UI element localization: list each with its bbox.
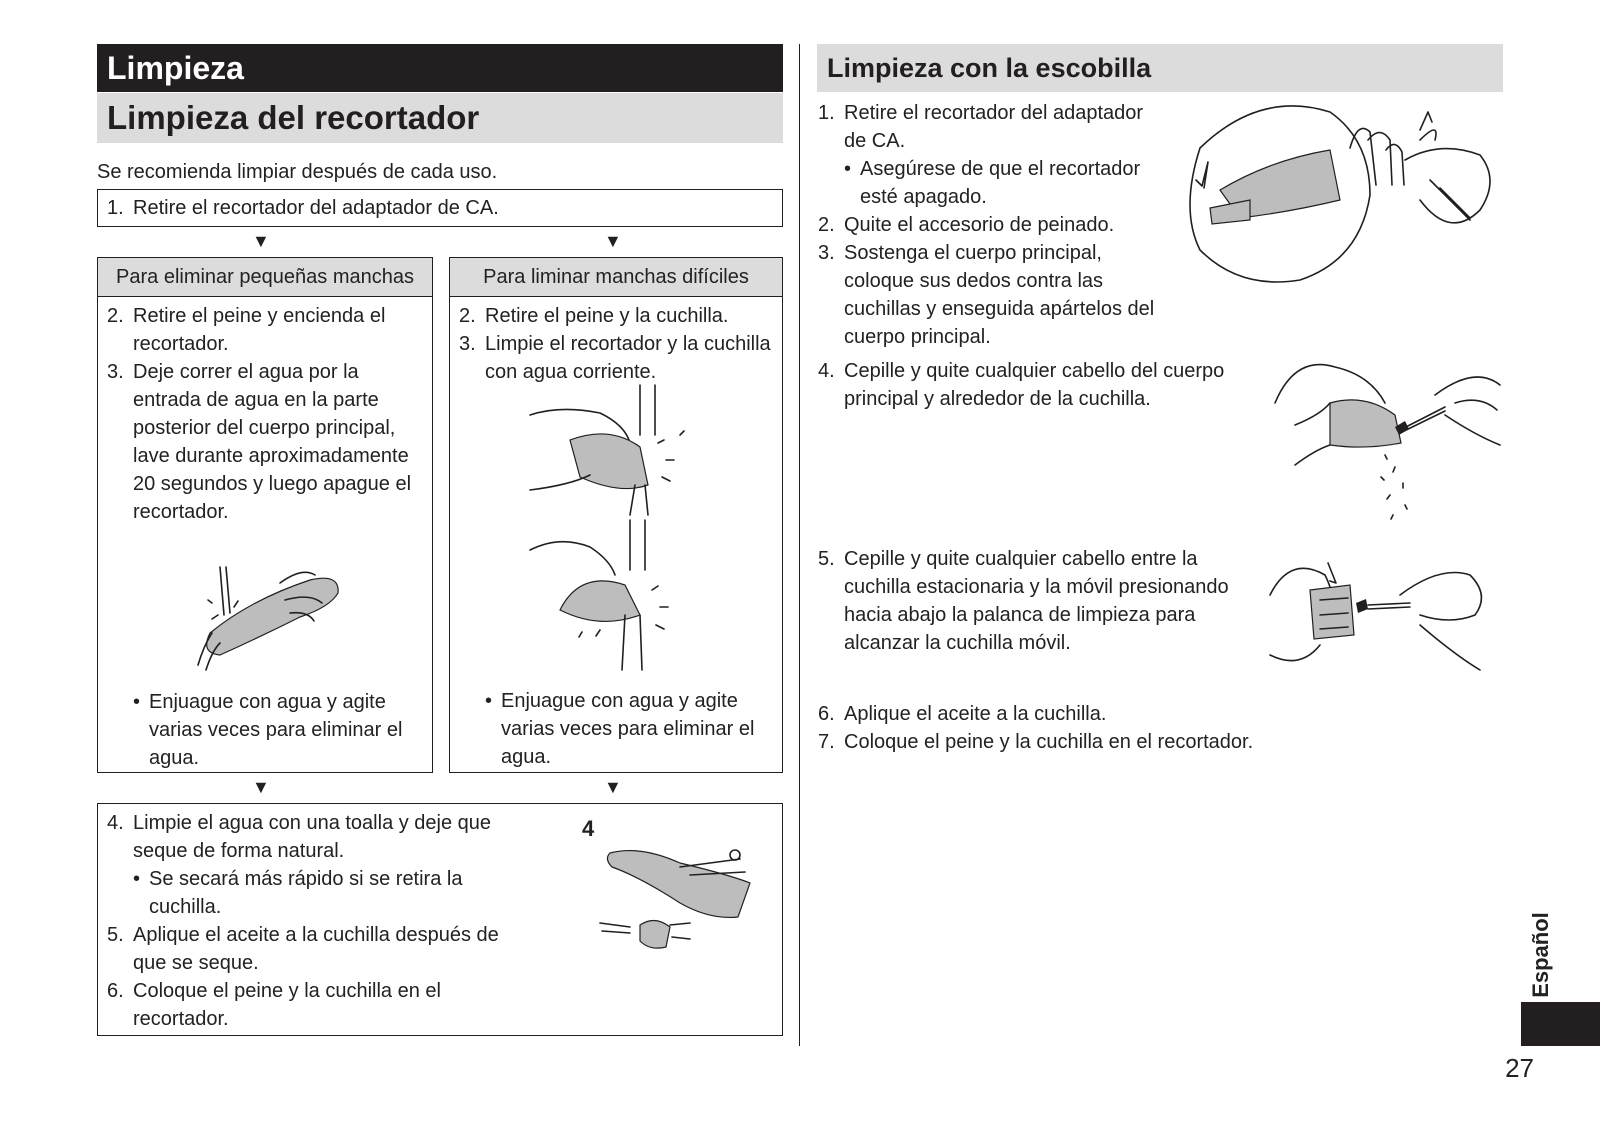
- step-item: [818, 357, 1248, 413]
- step-number: 1.: [107, 197, 124, 219]
- step-item: [818, 99, 1168, 155]
- step-item: [818, 239, 1168, 351]
- step-item: [818, 545, 1258, 657]
- bullet-text: Se secará más rápido si se retira la cuchilla.: [149, 868, 463, 918]
- section-title: Limpieza: [97, 44, 783, 92]
- step-item: [818, 700, 1318, 728]
- right-steps-group-2: [818, 700, 1318, 756]
- step-text: Cepille y quite cualquier cabello del cuerpo principal y alrededor de la cuchilla.: [844, 360, 1225, 410]
- step-text: Deje correr el agua por la entrada de agua en la parte posterior del cuerpo principal, lave durante aproximadamente 20 segundos y luego apague el recortador.: [133, 361, 412, 523]
- flow-arrow: ▼: [604, 777, 622, 797]
- illustration-brush-body-icon: [1275, 355, 1500, 530]
- right-step-5: [818, 545, 1258, 657]
- illustration-remove-blade-icon: [1180, 100, 1500, 285]
- bullet-item: [107, 865, 537, 921]
- step-text: Coloque el peine y la cuchilla en el recortador.: [844, 731, 1254, 753]
- bullet-text: Enjuague con agua y agite varias veces para eliminar el agua.: [149, 691, 403, 769]
- step-text: Retire el peine y encienda el recortador.: [133, 305, 386, 355]
- step-item: [107, 921, 537, 977]
- step-item: [459, 330, 774, 386]
- step-number: 5.: [107, 924, 124, 946]
- step-number: 2.: [459, 305, 476, 327]
- bullet-item: [818, 155, 1168, 211]
- step-item: [818, 728, 1318, 756]
- right-section-title: Limpieza con la escobilla: [817, 44, 1503, 92]
- step-number: 5.: [818, 548, 835, 570]
- small-stains-box: [97, 257, 433, 773]
- right-steps-group-1: [818, 99, 1168, 351]
- column-divider: [799, 44, 800, 1046]
- step-text: Aplique el aceite a la cuchilla.: [844, 703, 1107, 725]
- step-item: [107, 977, 537, 1033]
- step-text: Limpie el agua con una toalla y deje que seque de forma natural.: [133, 812, 492, 862]
- step-number: 3.: [107, 361, 124, 383]
- step-item: [107, 358, 424, 526]
- step-text: Cepille y quite cualquier cabello entre la cuchilla estacionaria y la móvil presionando hacia abajo la palanca de limpieza para alcanzar la cuchilla móvil.: [844, 548, 1229, 654]
- step-number: 4.: [818, 360, 835, 382]
- step-item: [818, 211, 1168, 239]
- step-number: 1.: [818, 102, 835, 124]
- step-number: 2.: [818, 214, 835, 236]
- step-text: Limpie el recortador y la cuchilla con agua corriente.: [485, 333, 771, 383]
- flow-arrow: ▼: [604, 231, 622, 251]
- language-tab-label: Español: [1528, 912, 1553, 998]
- tough-stains-header: Para liminar manchas difíciles: [450, 258, 782, 297]
- step-text: Retire el recortador del adaptador de CA.: [133, 197, 499, 219]
- flow-arrow: ▼: [252, 777, 270, 797]
- language-tab: [1521, 895, 1561, 1015]
- illustration-rinse-blade-icon: [530, 385, 700, 675]
- step-number: 3.: [459, 333, 476, 355]
- bullet-text: Enjuague con agua y agite varias veces para eliminar el agua.: [501, 690, 755, 768]
- step-number: 6.: [818, 703, 835, 725]
- subsection-title: Limpieza del recortador: [97, 93, 783, 143]
- illustration-rinse-trimmer-icon: [190, 555, 350, 675]
- small-stains-header: Para eliminar pequeñas manchas: [98, 258, 432, 297]
- step-text: Retire el recortador del adaptador de CA.: [844, 102, 1144, 152]
- bullet-dot: •: [133, 691, 141, 713]
- step1-item: [107, 194, 782, 222]
- illustration-dry-trimmer-icon: [600, 845, 765, 965]
- step-item: [107, 302, 424, 358]
- bullet-item: [459, 687, 777, 771]
- step-number: 7.: [818, 731, 835, 753]
- bullet-dot: •: [844, 158, 852, 180]
- step1-box: [97, 189, 783, 227]
- language-tab-marker: [1521, 1002, 1600, 1046]
- step-text: Aplique el aceite a la cuchilla después de que se seque.: [133, 924, 499, 974]
- bullet-dot: •: [133, 868, 141, 890]
- step-number: 6.: [107, 980, 124, 1002]
- step-text: Retire el peine y la cuchilla.: [485, 305, 729, 327]
- step-number: 2.: [107, 305, 124, 327]
- bullet-dot: •: [485, 690, 493, 712]
- step-text: Coloque el peine y la cuchilla en el recortador.: [133, 980, 441, 1030]
- illustration-brush-blade-icon: [1270, 555, 1495, 690]
- right-step-4: [818, 357, 1248, 413]
- bullet-item: [107, 688, 417, 772]
- flow-arrow: ▼: [252, 231, 270, 251]
- bullet-text: Asegúrese de que el recortador esté apagado.: [860, 158, 1141, 208]
- page-number: 27: [1505, 1053, 1534, 1083]
- step-text: Sostenga el cuerpo principal, coloque sus dedos contra las cuchillas y enseguida apártelos del cuerpo principal.: [844, 242, 1155, 348]
- intro-text: Se recomienda limpiar después de cada uso.: [97, 161, 498, 183]
- figure-label: 4: [582, 816, 595, 841]
- step-item: [459, 302, 774, 330]
- step-text: Quite el accesorio de peinado.: [844, 214, 1115, 236]
- step-number: 4.: [107, 812, 124, 834]
- step-item: [107, 809, 537, 865]
- step-number: 3.: [818, 242, 835, 264]
